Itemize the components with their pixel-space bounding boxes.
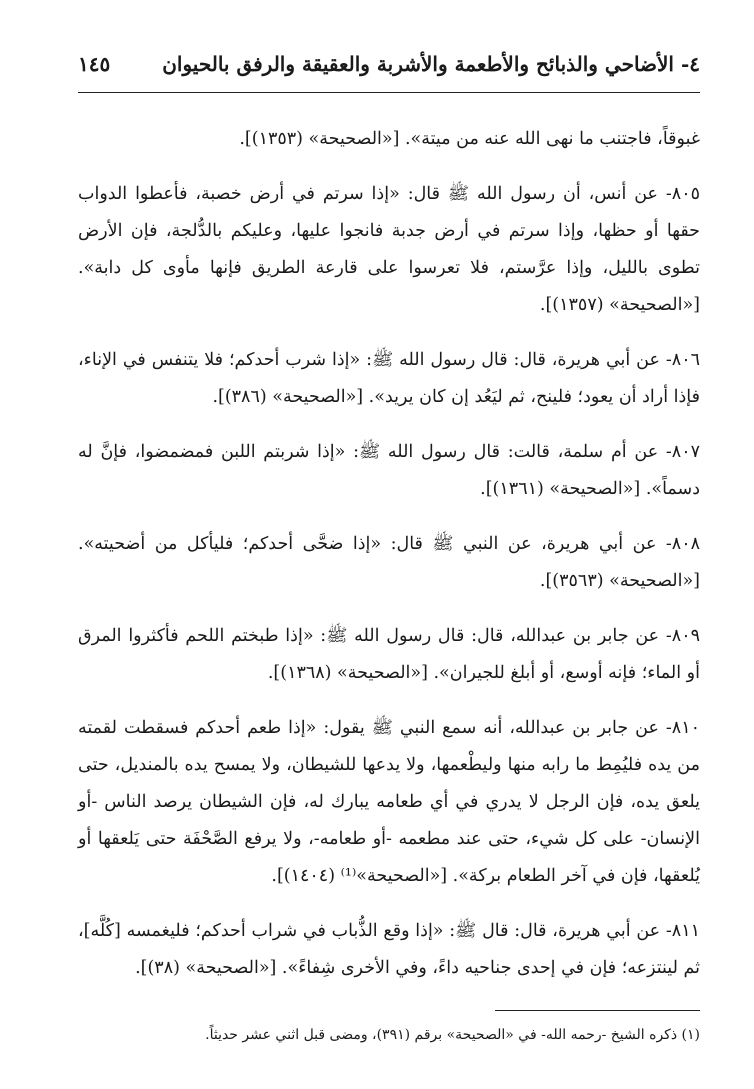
hadith-body bbox=[78, 121, 700, 987]
footnote: (١) ذكره الشيخ -رحمه الله- في «الصحيحة» برقم (٣٩١)، ومضى قبل اثني عشر حديثاً. bbox=[205, 1027, 700, 1043]
chapter-title: ٤- الأضاحي والذبائح والأطعمة والأشربة والعقيقة والرفق بالحيوان bbox=[162, 52, 700, 76]
paragraph-continuation: غبوقاً، فاجتنب ما نهى الله عنه من ميتة». [«الصحيحة» (١٣٥٣)]. bbox=[239, 129, 700, 149]
hadith-805: ٨٠٥- عن أنس، أن رسول الله ﷺ قال: «إذا سرتم في أرض خصبة، فأعطوا الدواب حقها أو حظها، وإذا سرتم في أرض جدبة فانجوا عليها، وعليكم بالدُّلجة، فإن الأرض تطوى بالليل، وإذا عرَّستم، فلا تعرسوا على قارعة الطريق فإنها مأوى كل دابة». [«الصحيحة» (١٣٥٧)]. bbox=[78, 184, 700, 315]
hadith-808: ٨٠٨- عن أبي هريرة، عن النبي ﷺ قال: «إذا ضحَّى أحدكم؛ فليأكل من أضحيته». [«الصحيحة» (٣٥٦٣)]. bbox=[78, 534, 700, 591]
page-number: ١٤٥ bbox=[78, 52, 111, 76]
page bbox=[78, 52, 700, 1072]
hadith-810: ٨١٠- عن جابر بن عبدالله، أنه سمع النبي ﷺ يقول: «إذا طعم أحدكم فسقطت لقمته من يده فليُمِط ما رابه منها وليطْعمها، ولا يدعها للشيطان، ولا يمسح يده بالمنديل، حتى يلعق يده، فإن الرجل لا يدري في أي طعامه يبارك له، فإن الشيطان يرصد الناس -أو الإنسان- على كل شيء، حتى عند مطعمه -أو طعامه-، ولا يرفع الصَّحْفَة حتى يَلعقها أو يُلعقها، فإن في آخر الطعام بركة». [«الصحيحة»⁽¹⁾ (١٤٠٤)]. bbox=[78, 718, 700, 886]
hadith-809: ٨٠٩- عن جابر بن عبدالله، قال: قال رسول الله ﷺ: «إذا طبختم اللحم فأكثروا المرق أو الماء؛ فإنه أوسع، أو أبلغ للجيران». [«الصحيحة» (١٣٦٨)]. bbox=[78, 626, 700, 683]
running-head bbox=[78, 52, 700, 93]
hadith-807: ٨٠٧- عن أم سلمة، قالت: قال رسول الله ﷺ: «إذا شربتم اللبن فمضمضوا، فإنَّ له دسماً». [«الصحيحة» (١٣٦١)]. bbox=[78, 442, 700, 499]
hadith-806: ٨٠٦- عن أبي هريرة، قال: قال رسول الله ﷺ: «إذا شرب أحدكم؛ فلا يتنفس في الإناء، فإذا أراد أن يعود؛ فلينح، ثم ليَعُد إن كان يريد». [«الصحيحة» (٣٨٦)]. bbox=[78, 350, 700, 407]
hadith-811: ٨١١- عن أبي هريرة، قال: قال ﷺ: «إذا وقع الذُّباب في شراب أحدكم؛ فليغمسه [كُلَّه]، ثم لينتزعه؛ فإن في إحدى جناحيه داءً، وفي الأخرى شِفاءً». [«الصحيحة» (٣٨)]. bbox=[78, 921, 700, 978]
footnote-divider bbox=[495, 1010, 700, 1011]
